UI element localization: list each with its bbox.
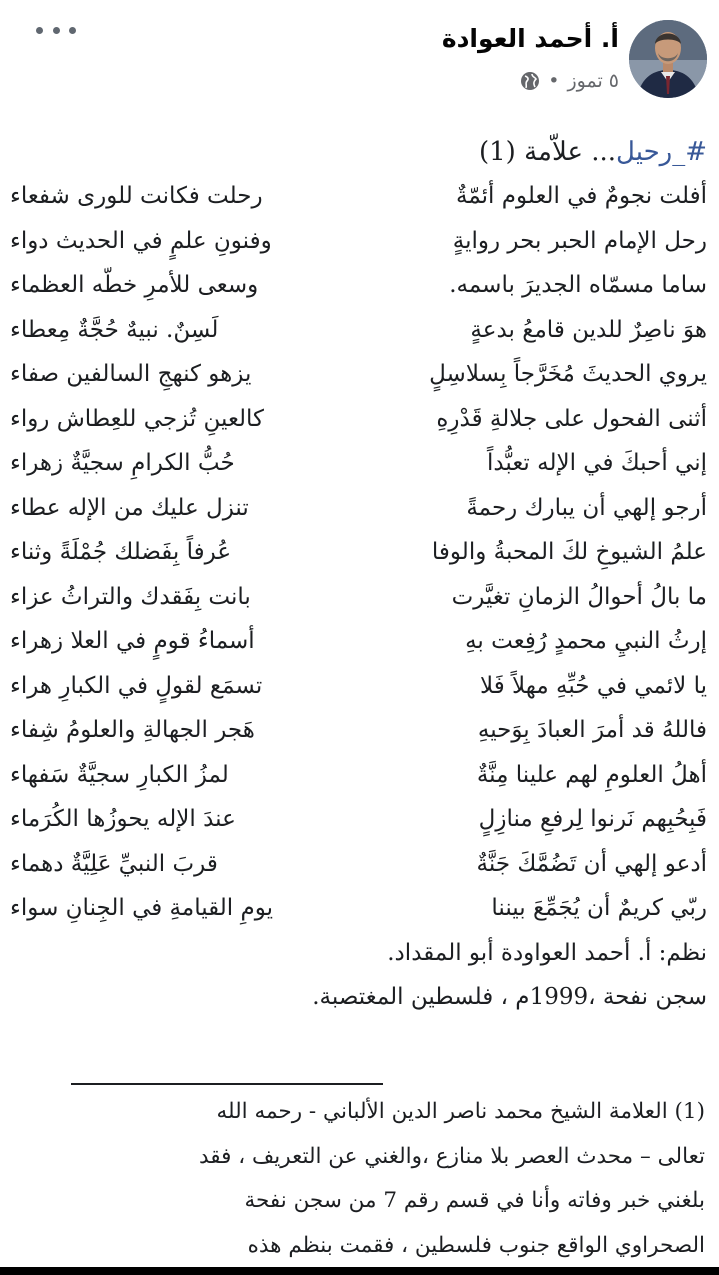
- footnote-line: (1) العلامة الشيخ محمد ناصر الدين الألباني - رحمه الله: [216, 1099, 705, 1124]
- footnote-divider: [71, 1083, 383, 1085]
- verse-second-half: كالعينِ تُزجي للعِطاش رواء: [10, 405, 265, 432]
- verse-second-half: رحلت فكانت للورى شفعاء: [10, 183, 263, 209]
- poem-verse: [10, 308, 707, 353]
- poem-verse: [10, 842, 707, 887]
- verse-second-half: وسعى للأمرِ خطّه العظماء: [10, 272, 259, 298]
- poem-verse: [10, 575, 707, 620]
- verse-first-half: أهلُ العلومِ لهم علينا مِنَّةٌ: [476, 761, 707, 788]
- verse-first-half: إرثُ النبيِ محمدٍ رُفِعت بهِ: [465, 628, 707, 654]
- verse-second-half: يزهو كنهجِ السالفين صفاء: [10, 361, 252, 387]
- post-title: [10, 130, 707, 174]
- bottom-edge: [0, 1267, 719, 1275]
- poem-verse: [10, 708, 707, 753]
- meta-separator: •: [548, 70, 560, 92]
- verse-second-half: عندَ الإله يحوزُها الكُرَماء: [10, 806, 236, 832]
- verse-first-half: إني أحبكَ في الإله تعبُّداً: [486, 450, 707, 476]
- verse-second-half: حُبُّ الكرامِ سجيَّةٌ زهراء: [10, 450, 235, 476]
- footnote: [24, 1090, 705, 1268]
- poem-verse: [10, 219, 707, 264]
- hashtag-link[interactable]: #_رحيل: [616, 137, 707, 167]
- verse-second-half: أسماءُ قومٍ في العلا زهراء: [10, 628, 255, 654]
- footnote-line: الصحراوي الواقع جنوب فلسطين ، فقمت بنظم هذه: [247, 1232, 705, 1258]
- verse-first-half: أدعو إلهي أن تَضُمَّكَ جَنَّةٌ: [476, 850, 707, 877]
- footnote-line: تعالى – محدث العصر بلا منازع ،والغني عن التعريف ، فقد: [198, 1143, 705, 1169]
- poem-verse: [10, 352, 707, 397]
- verse-first-half: ربّي كريمٌ أن يُجَمِّعَ بيننا: [491, 895, 707, 921]
- poem-verse: [10, 397, 707, 442]
- verse-first-half: يروي الحديثَ مُخَرَّجاً بِسلاسِلٍ: [429, 361, 707, 387]
- poem-verse: [10, 886, 707, 931]
- verse-second-half: بانت بِفَقدك والتراثُ عزاء: [10, 583, 251, 610]
- title-text: ... علاّمة (1): [478, 137, 617, 167]
- verse-second-half: عُرفاً بِفَضلك جُمْلَةً وثناء: [10, 539, 232, 565]
- verse-first-half: يا لائمي في حُبِّهِ مهلاً فَلا: [480, 672, 707, 699]
- author-avatar[interactable]: [629, 20, 707, 98]
- globe-icon: [520, 71, 540, 91]
- verse-first-half: فَبِحُبِهم نَرنوا لِرفعِ منازِلٍ: [478, 806, 707, 832]
- verse-first-half: أفلت نجومٌ في العلوم أئمّةٌ: [455, 183, 707, 209]
- poem-verse: [10, 530, 707, 575]
- poem-place: سجن نفحة ،1999م ، فلسطين المغتصبة.: [312, 984, 707, 1010]
- poem-signature: نظم: أ. أحمد العواودة أبو المقداد.: [387, 939, 707, 966]
- poem-verses: [10, 174, 707, 931]
- verse-first-half: فاللهُ قد أمرَ العبادَ بِوَحيهِ: [477, 717, 707, 743]
- footnote-line: بلغني خبر وفاته وأنا في قسم رقم 7 من سجن نفحة: [244, 1188, 705, 1213]
- poem-verse: [10, 664, 707, 709]
- verse-second-half: لَسِنٌ. نبيهٌ حُجَّةٌ مِعطاء: [10, 316, 219, 343]
- poem-verse: [10, 174, 707, 219]
- verse-second-half: قربَ النبيِّ عَلِيَّةٌ دهماء: [10, 850, 218, 877]
- poem-verse: [10, 797, 707, 842]
- post-text: [10, 130, 707, 1020]
- author-name[interactable]: أ. أحمد العوادة: [441, 24, 619, 53]
- verse-second-half: لمزُ الكبارِ سجيَّةٌ سَفهاء: [10, 761, 229, 788]
- verse-first-half: رحل الإمام الحبر بحر روايةٍ: [452, 227, 707, 254]
- verse-second-half: هَجر الجهالةِ والعلومُ شِفاء: [10, 717, 255, 743]
- poem-verse: [10, 753, 707, 798]
- verse-first-half: ما بالُ أحوالُ الزمانِ تغيَّرت: [451, 583, 707, 610]
- post-meta: [520, 70, 619, 92]
- post-date[interactable]: ٥ تموز: [567, 70, 619, 92]
- verse-second-half: يومِ القيامةِ في الجِنانِ سواء: [10, 895, 274, 921]
- poem-verse: [10, 441, 707, 486]
- verse-first-half: أثنى الفحول على جلالةِ قَدْرِهِ: [436, 405, 707, 432]
- verse-first-half: ساما مسمّاه الجديرَ باسمه.: [449, 272, 707, 298]
- verse-second-half: تنزل عليك من الإله عطاء: [10, 494, 249, 521]
- verse-first-half: علمُ الشيوخِ لكَ المحبةُ والوفا: [431, 539, 707, 565]
- more-options-icon[interactable]: [36, 18, 76, 42]
- avatar-photo: [629, 20, 707, 98]
- verse-first-half: أرجو إلهي أن يبارك رحمةً: [466, 494, 707, 521]
- poem-verse: [10, 619, 707, 664]
- poem-verse: [10, 263, 707, 308]
- verse-first-half: هوَ ناصِرٌ للدين قامعُ بدعةٍ: [470, 316, 707, 343]
- verse-second-half: تسمَع لقولٍ في الكبارِ هراء: [10, 672, 263, 699]
- verse-second-half: وفنونِ علمٍ في الحديث دواء: [10, 227, 272, 254]
- poem-verse: [10, 486, 707, 531]
- post-header: [0, 0, 719, 112]
